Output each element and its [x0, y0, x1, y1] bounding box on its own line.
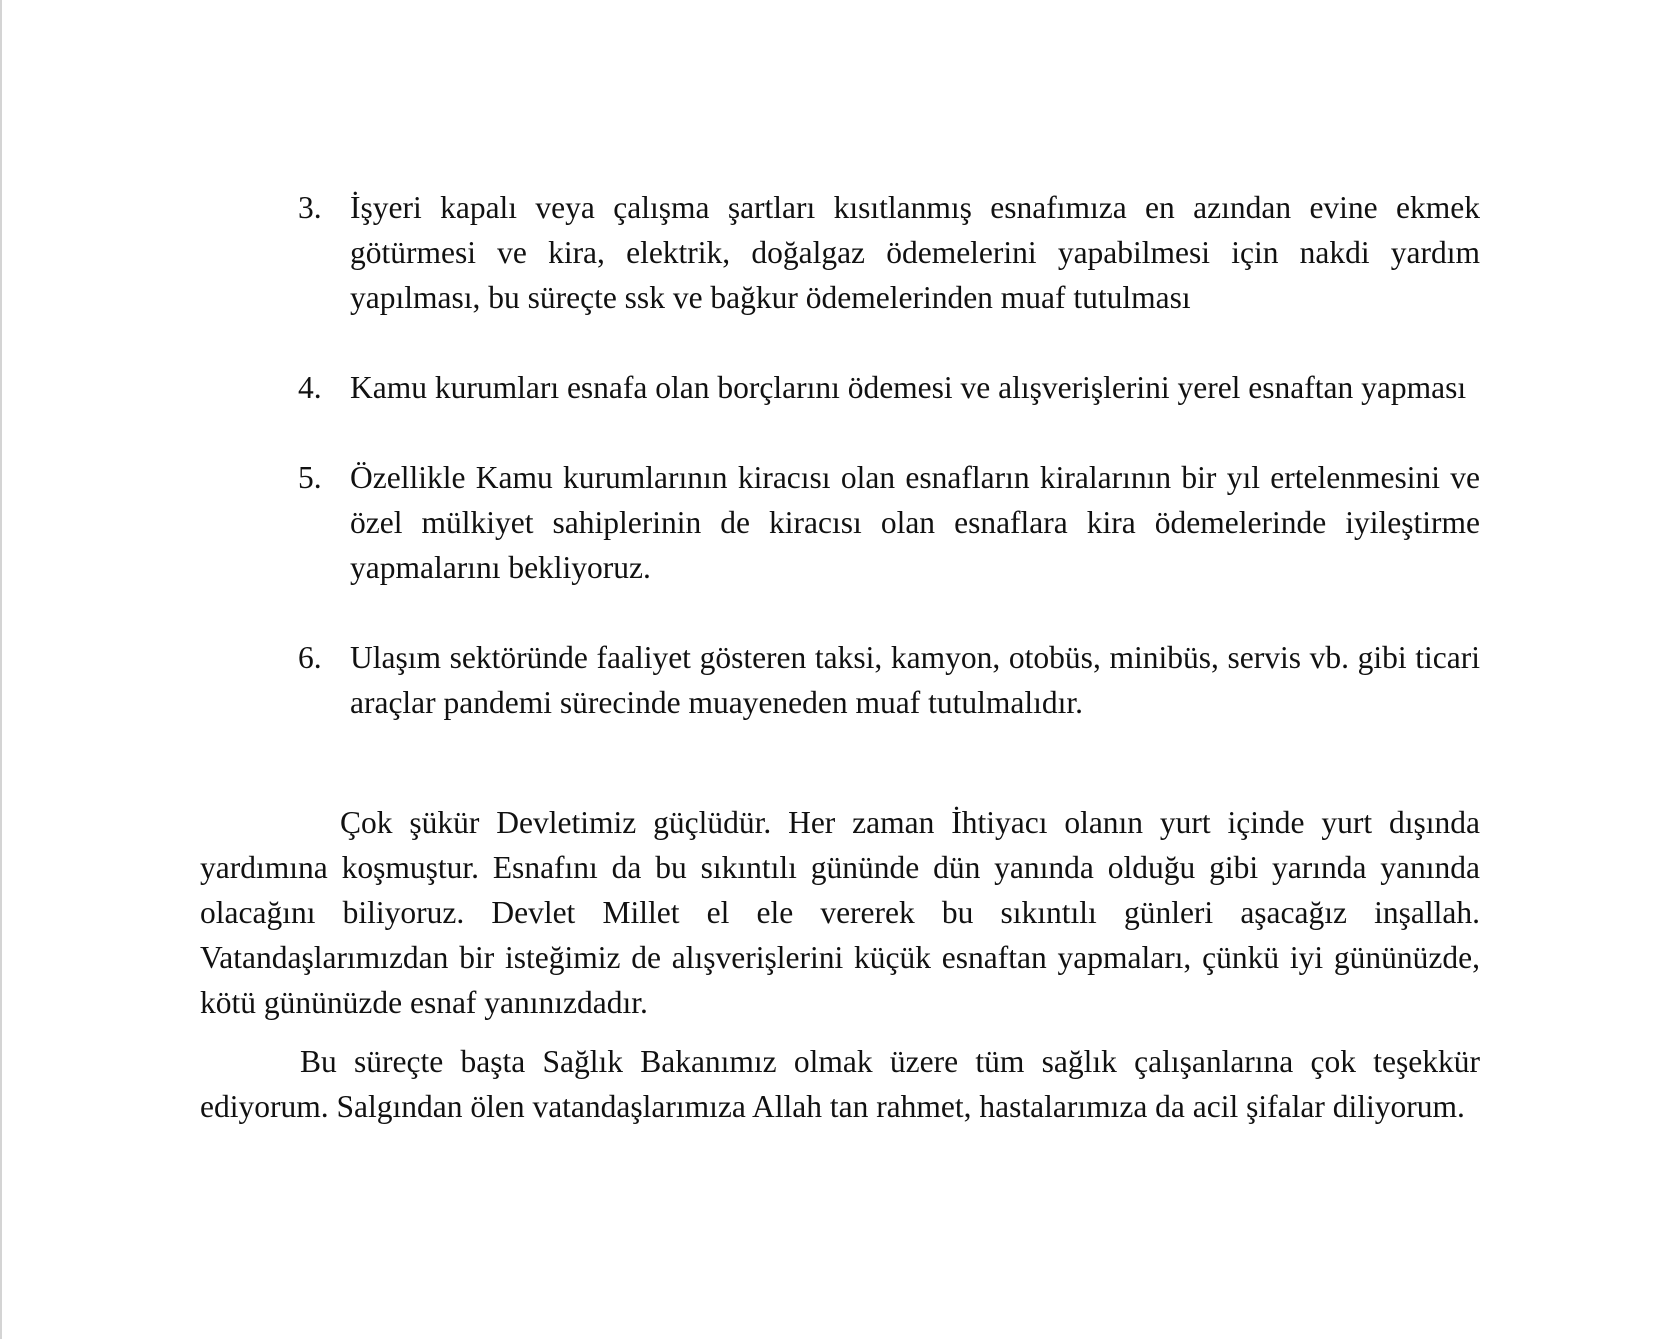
page-left-edge [0, 0, 2, 1339]
numbered-list [200, 185, 1480, 725]
list-item-6 [200, 635, 1480, 725]
list-item-text: Özellikle Kamu kurumlarının kiracısı olan esnafların kiralarının bir yıl ertelenmesini ve özel mülkiyet sahiplerinin de kiracısı olan esnaflara kira ödemelerinde iyileştirme yapmalarını bekliyoruz. [350, 460, 1480, 585]
list-number: 3. [298, 190, 322, 225]
list-number: 6. [298, 640, 322, 675]
body-paragraph: Çok şükür Devletimiz güçlüdür. Her zaman İhtiyacı olanın yurt içinde yurt dışında yardımına koşmuştur. Esnafını da bu sıkıntılı gününde dün yanında olduğu gibi yarında yanında olacağını biliyoruz. Devlet Millet el ele vererek bu sıkıntılı günleri aşacağız inşallah. Vatandaşlarımızdan bir isteğimiz de alışverişlerini küçük esnaftan yapmaları, çünkü iyi gününüzde, kötü gününüzde esnaf yanınızdadır. [200, 805, 1480, 1020]
list-item-4 [200, 365, 1480, 410]
list-item-3 [200, 185, 1480, 320]
list-item-5 [200, 455, 1480, 590]
closing-paragraph: Bu süreçte başta Sağlık Bakanımız olmak üzere tüm sağlık çalışanlarına çok teşekkür ediyorum. Salgından ölen vatandaşlarımıza Allah tan rahmet, hastalarımıza da acil şifalar diliyorum. [200, 1044, 1480, 1124]
list-item-text: İşyeri kapalı veya çalışma şartları kısıtlanmış esnafımıza en azından evine ekmek götürmesi ve kira, elektrik, doğalgaz ödemelerini yapabilmesi için nakdi yardım yapılması, bu süreçte ssk ve bağkur ödemelerinden muaf tutulması [350, 190, 1480, 315]
document-body [200, 185, 1480, 1129]
list-item-text: Kamu kurumları esnafa olan borçlarını ödemesi ve alışverişlerini yerel esnaftan yapması [350, 370, 1467, 405]
list-item-text: Ulaşım sektöründe faaliyet gösteren taksi, kamyon, otobüs, minibüs, servis vb. gibi ticari araçlar pandemi sürecinde muayeneden muaf tutulmalıdır. [350, 640, 1480, 720]
list-number: 5. [298, 460, 322, 495]
list-number: 4. [298, 370, 322, 405]
